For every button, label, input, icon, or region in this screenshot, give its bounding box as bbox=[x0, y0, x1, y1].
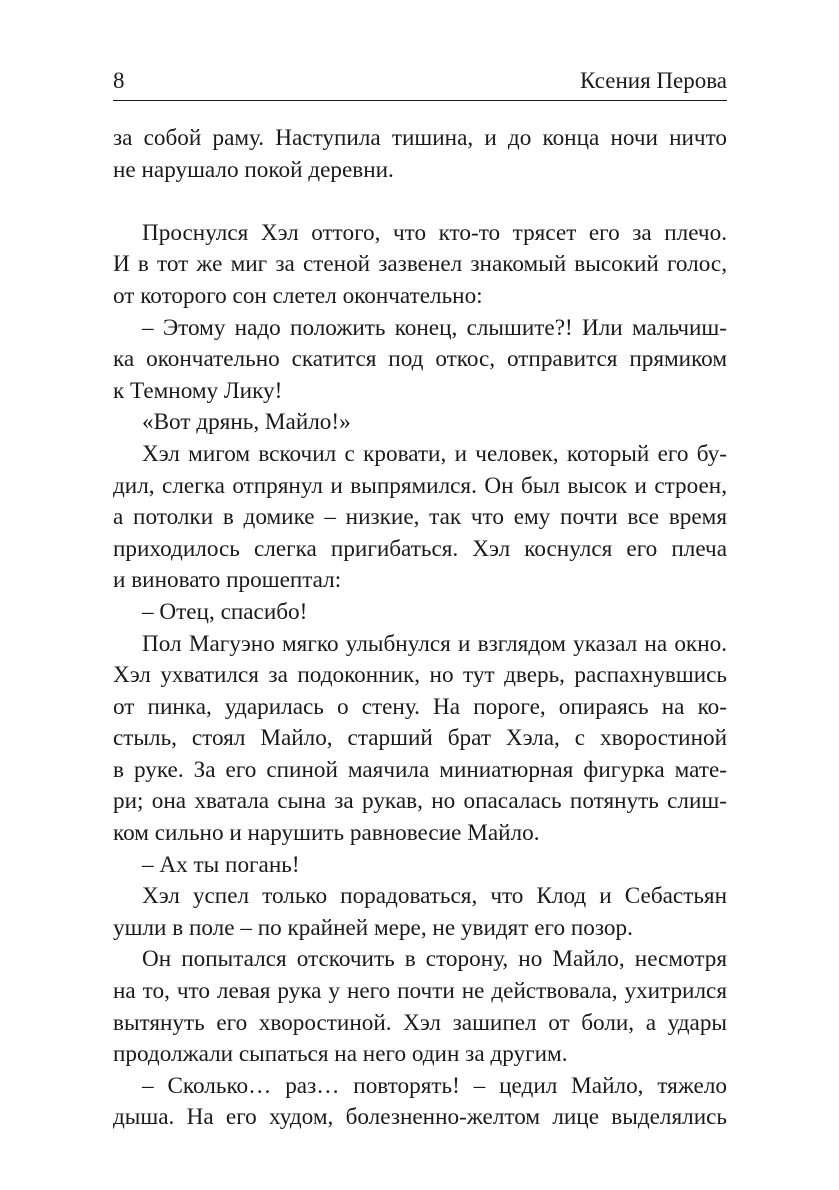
text-line: – Ах ты погань! bbox=[142, 851, 300, 878]
text-line: – Сколько… раз… повторять! – цедил Майло, тяжело bbox=[142, 1072, 727, 1099]
text-line: – Этому надо положить конец, слышите?! Или мальчиш- bbox=[142, 314, 727, 341]
paragraph bbox=[113, 597, 727, 629]
text-line: вытянуть его хворостиной. Хэл зашипел от боли, а удары bbox=[113, 1009, 727, 1036]
text-line: ка окончательно скатится под откос, отправится прямиком bbox=[113, 346, 727, 373]
text-line: «Вот дрянь, Майло!» bbox=[142, 409, 351, 436]
book-page bbox=[113, 66, 727, 1134]
paragraph bbox=[113, 407, 727, 439]
text-line: И в тот же миг за стеной зазвенел знакомый высокий голос, bbox=[113, 251, 727, 278]
text-line: не нарушало покой деревни. bbox=[113, 156, 394, 183]
paragraph bbox=[113, 123, 727, 186]
paragraph bbox=[113, 850, 727, 882]
text-line: ушли в поле – по крайней мере, не увидят его позор. bbox=[113, 914, 633, 941]
text-line: Хэл ухватился за подоконник, но тут дверь, распахнувшись bbox=[113, 662, 727, 689]
text-line: от которого сон слетел окончательно: bbox=[113, 282, 483, 309]
text-line: за собой раму. Наступила тишина, и до конца ночи ничто bbox=[113, 125, 727, 151]
text-line: Пол Магуэно мягко улыбнулся и взглядом указал на окно. bbox=[142, 630, 727, 657]
text-line: дил, слегка отпрянул и выпрямился. Он был высок и строен, bbox=[113, 472, 727, 499]
text-line: стыль, стоял Майло, старший брат Хэла, с хворостиной bbox=[113, 725, 727, 752]
text-line: к Темному Лику! bbox=[113, 377, 283, 404]
paragraph bbox=[113, 1071, 727, 1134]
paragraph bbox=[113, 313, 727, 408]
text-line: Хэл мигом вскочил с кровати, и человек, который его бу- bbox=[142, 440, 727, 467]
text-line: приходилось слегка пригибаться. Хэл коснулся его плеча bbox=[113, 535, 727, 562]
paragraph bbox=[113, 881, 727, 944]
text-line: продолжали сыпаться на него один за другим. bbox=[113, 1041, 568, 1068]
paragraph bbox=[113, 629, 727, 850]
paragraph bbox=[113, 439, 727, 597]
text-line: и виновато прошептал: bbox=[113, 567, 342, 594]
text-line: Проснулся Хэл оттого, что кто-то трясет его за плечо. bbox=[142, 219, 727, 246]
text-line: от пинка, ударилась о стену. На пороге, опираясь на ко- bbox=[113, 693, 727, 720]
text-line: на то, что левая рука у него почти не действовала, ухитрился bbox=[113, 978, 727, 1005]
paragraph bbox=[113, 218, 727, 313]
text-line: ри; она хватала сына за рукав, но опасалась потянуть слиш- bbox=[113, 788, 727, 815]
text-line: дыша. На его худом, болезненно-желтом лице выделялись bbox=[113, 1104, 727, 1131]
text-line: ком сильно и нарушить равновесие Майло. bbox=[113, 820, 540, 847]
paragraph bbox=[113, 944, 727, 1070]
header-rule bbox=[113, 100, 727, 101]
text-line: Хэл успел только порадоваться, что Клод и Себастьян bbox=[142, 883, 727, 910]
running-head bbox=[113, 66, 727, 100]
text-line: – Отец, спасибо! bbox=[142, 598, 308, 625]
body-text bbox=[113, 123, 727, 1134]
text-line: а потолки в домике – низкие, так что ему почти все время bbox=[113, 504, 727, 531]
text-line: в руке. За его спиной маячила миниатюрная фигурка мате- bbox=[113, 756, 727, 783]
page-number: 8 bbox=[113, 68, 125, 93]
author-name: Ксения Перова bbox=[580, 68, 727, 93]
text-line: Он попытался отскочить в сторону, но Майло, несмотря bbox=[142, 946, 727, 973]
